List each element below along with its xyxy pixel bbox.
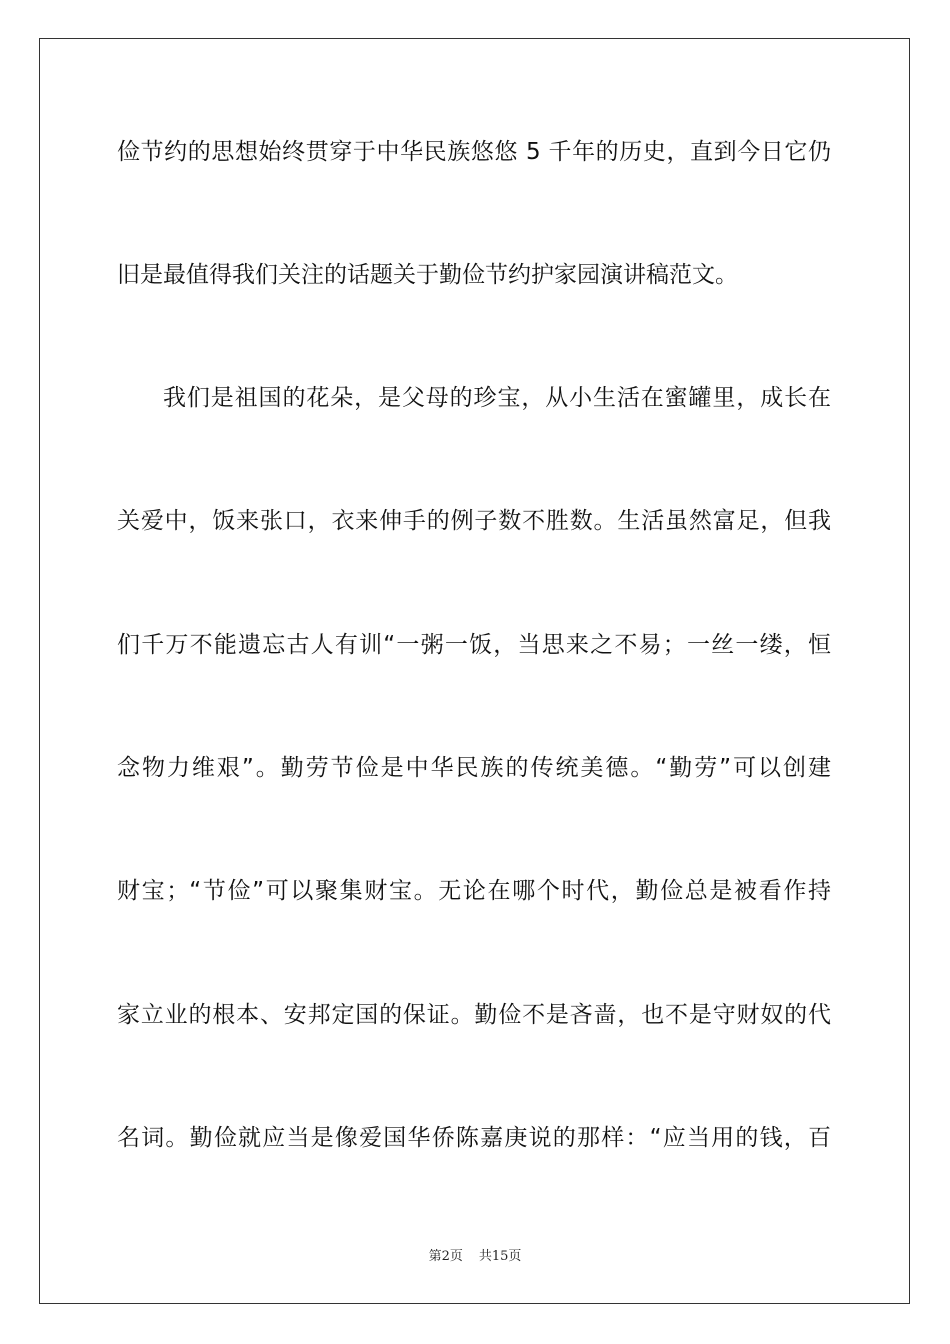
body-line-2: 旧是最值得我们关注的话题关于勤俭节约护家园演讲稿范文。: [117, 262, 738, 288]
body-line-5: 们千万不能遗忘古人有训“一粥一饭，当思来之不易；一丝一缕，恒: [117, 632, 831, 658]
body-line-3: 我们是祖国的花朵，是父母的珍宝，从小生活在蜜罐里，成长在: [163, 385, 831, 411]
body-line-8: 家立业的根本、安邦定国的保证。勤俭不是吝啬，也不是守财奴的代: [117, 1002, 831, 1028]
body-line-4: 关爱中，饭来张口，衣来伸手的例子数不胜数。生活虽然富足，但我: [117, 508, 831, 534]
total-page-count: 共15页: [478, 1249, 522, 1264]
body-line-1: 俭节约的思想始终贯穿于中华民族悠悠 5 千年的历史，直到今日它仍: [117, 139, 831, 165]
page-footer: [0, 1248, 950, 1266]
page-border: [39, 38, 910, 1304]
body-line-7: 财宝；“节俭”可以聚集财宝。无论在哪个时代，勤俭总是被看作持: [117, 878, 831, 904]
body-line-9: 名词。勤俭就应当是像爱国华侨陈嘉庚说的那样：“应当用的钱，百: [117, 1125, 831, 1151]
body-line-6: 念物力维艰”。勤劳节俭是中华民族的传统美德。“勤劳”可以创建: [117, 755, 831, 781]
current-page-number: 第2页: [428, 1249, 463, 1264]
